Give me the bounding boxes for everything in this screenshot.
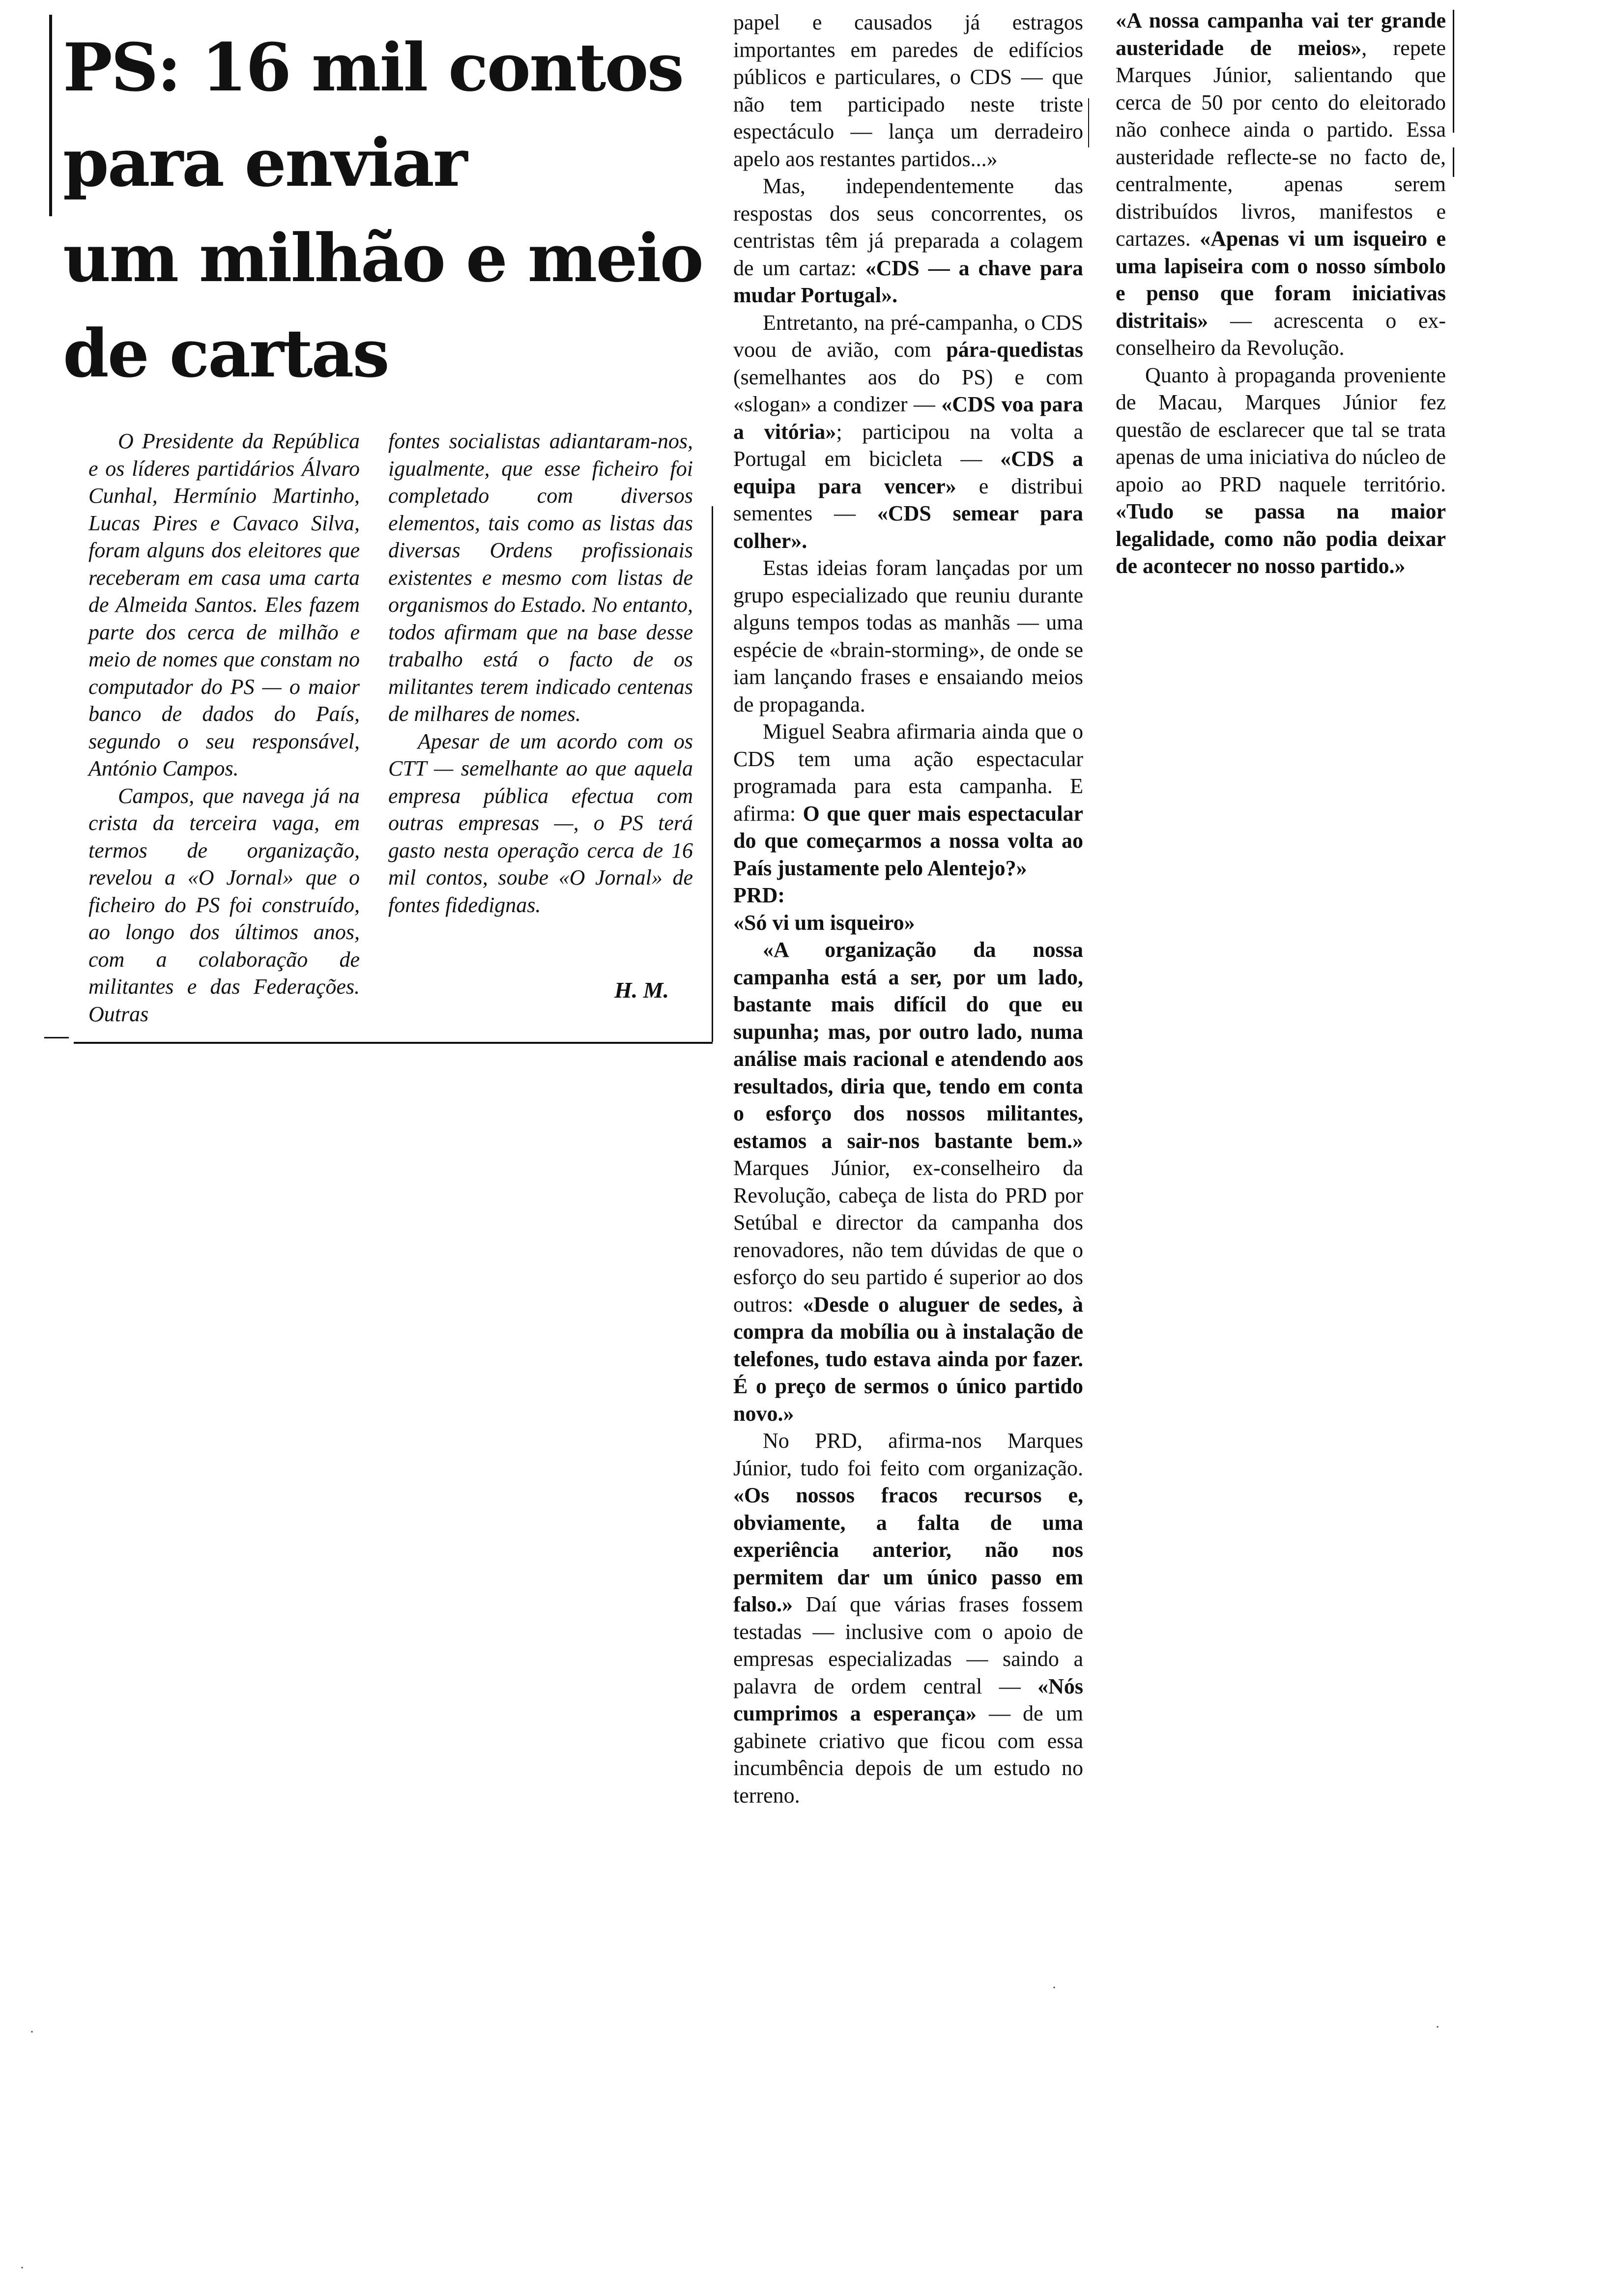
column-3 xyxy=(733,9,1083,1809)
text: e distribui sementes — xyxy=(733,474,1083,525)
text: Entretanto, na pré-campanha, o CDS voou de avião, com xyxy=(733,310,1083,362)
paragraph: fontes socialistas adiantaram-nos, igualmente, que esse ficheiro foi completado com diversos elementos, tais como as listas das diversas Ordens profissionais existentes e mesmo com listas de organismos do Estado. No entanto, todos afirmam que na base desse trabalho está o facto de os militantes terem indicado centenas de milhares de nomes. xyxy=(388,429,693,726)
quote: «Tudo se passa na maior legalidade, como não podia deixar de acontecer no nosso partido.» xyxy=(1116,499,1446,578)
slogan-quote: «CDS — a chave para mudar Portugal». xyxy=(733,256,1083,307)
text: , repete Marques Júnior, salientando que cerca de 50 por cento do eleitorado não conhece ainda o partido. Essa austeridade reflecte-se no facto de, centralmente, apenas serem distribuídos livros, manifestos e cartazes. xyxy=(1116,35,1446,251)
paragraph xyxy=(1116,362,1446,580)
headline-line: de cartas xyxy=(63,315,388,392)
paragraph: Estas ideias foram lançadas por um grupo especializado que reuniu durante alguns tempos todas as manhãs — uma espécie de «brain-storming», de onde se iam lançando frases e ensaiando meios de propaganda. xyxy=(733,556,1083,717)
ps-column-1 xyxy=(88,428,360,1028)
paragraph xyxy=(733,9,1083,172)
text: Mas, independentemente das respostas dos seus concorrentes, os centristas têm já preparada a colagem de um cartaz: xyxy=(733,174,1083,280)
quote: «Desde o aluguer de sedes, à compra da mobília ou à instalação de telefones, tudo estava ainda por fazer. É o preço de sermos o único partido novo.» xyxy=(733,1292,1083,1426)
headline-line: PS: 16 mil contos xyxy=(63,29,683,106)
paragraph: Apesar de um acordo com os CTT — semelhante ao que aquela empresa pública efectua com outras empresas —, o PS terá gasto nesta operação cerca de 16 mil contos, soube «O Jornal» de fontes fidedignas. xyxy=(388,729,693,917)
column-4 xyxy=(1116,7,1446,580)
paragraph xyxy=(733,309,1083,555)
text: Marques Júnior, ex-conselheiro da Revolução, cabeça de lista do PRD por Setúbal e director da campanha dos renovadores, não tem dúvidas de que o esforço do seu partido é superior ao dos outros: xyxy=(733,1156,1083,1317)
headline xyxy=(63,20,702,401)
text: (semelhantes aos do PS) e com «slogan» a condizer — xyxy=(733,365,1083,416)
slogan-quote: «Nós cumprimos a esperança» xyxy=(733,1674,1083,1725)
text: No PRD, afirma-nos Marques Júnior, tudo foi feito com organização. xyxy=(733,1429,1083,1480)
slogan-quote: «CDS a equipa para vencer» xyxy=(733,447,1083,498)
quote: «Apenas vi um isqueiro e uma lapiseira com o nosso símbolo e penso que foram iniciativas distritais» xyxy=(1116,227,1446,333)
scan-speck: · xyxy=(1435,2019,1440,2035)
paragraph xyxy=(733,936,1083,1427)
text: Quanto à propaganda proveniente de Macau, Marques Júnior fez questão de esclarecer que tal se trata apenas de uma iniciativa do núcleo de apoio ao PRD naquele território. xyxy=(1116,363,1446,496)
text: — de um gabinete criativo que ficou com essa incumbência depois de um estudo no terreno. xyxy=(733,1701,1083,1808)
quote: «Os nossos fracos recursos e, obviamente, a falta de uma experiência anterior, não nos permitem dar um único passo em falso.» xyxy=(733,1483,1083,1616)
quote: «A organização da nossa campanha está a ser, por um lado, bastante mais difícil do que eu supunha; mas, por outro lado, numa análise mais racional e atendendo aos resultados, diria que, tendo em conta o esforço dos nossos militantes, estamos a sair-nos bastante bem.» xyxy=(733,938,1083,1153)
headline-line: um milhão e meio xyxy=(63,219,702,297)
text: — acrescenta o ex-conselheiro da Revolução. xyxy=(1116,308,1446,360)
section-subtitle: «Só vi um isqueiro» xyxy=(733,910,915,935)
right-edge-rule xyxy=(1453,10,1454,133)
scan-speck: · xyxy=(1052,1980,1057,1996)
ps-bottom-rule-left xyxy=(44,1037,69,1038)
quote: «A nossa campanha vai ter grande austeridade de meios» xyxy=(1116,8,1446,60)
ps-bottom-rule xyxy=(74,1042,713,1044)
paragraph xyxy=(733,718,1083,882)
text: Miguel Seabra afirmaria ainda que o CDS tem uma ação espectacular programada para esta campanha. E afirma: xyxy=(733,719,1083,826)
headline-line: para enviar xyxy=(63,124,466,201)
paragraph xyxy=(1116,7,1446,362)
column-rule xyxy=(1088,98,1089,147)
headline-left-rule xyxy=(49,15,52,216)
right-edge-rule xyxy=(1453,147,1454,177)
paragraph xyxy=(733,172,1083,309)
ps-column-2 xyxy=(388,428,693,918)
slogan-quote: «CDS semear para colher». xyxy=(733,501,1083,553)
paragraph: Campos, que navega já na crista da terceira vaga, em termos de organização, revelou a «O Jornal» que o ficheiro do PS foi construído, ao longo dos últimos anos, com a colaboração de militantes e das Federações. Outras xyxy=(88,783,360,1026)
scan-speck: · xyxy=(29,2024,34,2040)
paragraph xyxy=(733,1427,1083,1809)
text: ; participou na volta a Portugal em bicicleta — xyxy=(733,419,1083,471)
text: papel e causados já estragos importantes em paredes de edifícios públicos e particulares, o CDS — que não tem participado neste triste espectáculo — lança um derradeiro apelo aos restantes partidos...» xyxy=(733,10,1083,171)
author-signature: H. M. xyxy=(614,977,669,1003)
section-title: PRD: xyxy=(733,883,785,907)
text: Daí que várias frases fossem testadas — inclusive com o apoio de empresas especializadas — saindo a palavra de ordem central — xyxy=(733,1592,1083,1698)
paragraph: O Presidente da República e os líderes partidários Álvaro Cunhal, Hermínio Martinho, Lucas Pires e Cavaco Silva, foram alguns dos eleitores que receberam em casa uma carta de Almeida Santos. Eles fazem parte dos cerca de milhão e meio de nomes que constam no computador do PS — o maior banco de dados do País, segundo o seu responsável, António Campos. xyxy=(88,429,360,780)
quote: O que quer mais espectacular do que começarmos a nossa volta ao País justamente pelo Alentejo?» xyxy=(733,801,1083,880)
scan-speck: · xyxy=(20,2260,25,2276)
slogan-quote: «CDS voa para a vitória» xyxy=(733,392,1084,444)
emphasis: pára-quedistas xyxy=(946,338,1083,362)
column-rule xyxy=(712,506,713,1042)
